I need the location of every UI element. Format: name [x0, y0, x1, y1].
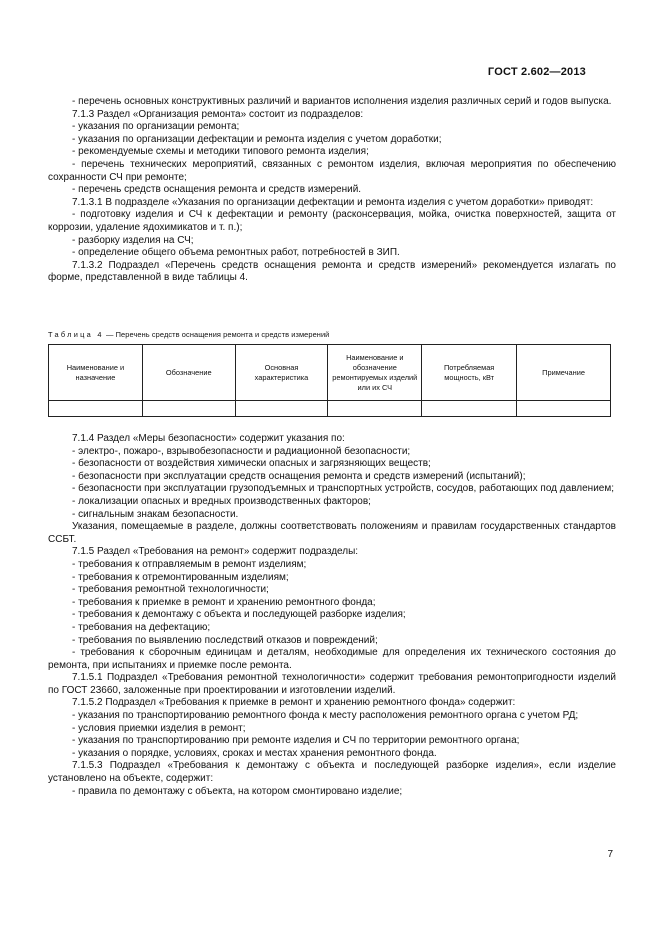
- table-header-cell: Потребляемая мощность, кВт: [422, 345, 517, 401]
- paragraph: - требования ремонтной технологичности;: [72, 584, 269, 596]
- paragraph: 7.1.5.3 Подраздел «Требования к демонтажу с объекта и последующей разборке изделия», если изделие установлено на объекте, содержит:: [48, 760, 616, 785]
- paragraph: 7.1.3.2 Подраздел «Перечень средств оснащения ремонта и средств измерений» рекомендуется излагать по форме, представленной в виде таблицы 4.: [48, 259, 616, 284]
- paragraph: - сигнальным знакам безопасности.: [72, 508, 239, 520]
- paragraph: - указания о порядке, условиях, сроках и местах хранения ремонтного фонда.: [72, 747, 437, 759]
- table-header-cell: Наименование и обозначение ремонтируемых изделий или их СЧ: [328, 345, 422, 401]
- paragraph: - разборку изделия на СЧ;: [72, 234, 194, 246]
- paragraph: - условия приемки изделия в ремонт;: [72, 722, 246, 734]
- table-cell: [422, 401, 517, 417]
- paragraph: - безопасности от воздействия химически опасных и загрязняющих веществ;: [72, 458, 431, 470]
- text-block-top: [48, 96, 616, 285]
- paragraph: - требования к демонтажу с объекта и последующей разборке изделия;: [72, 609, 406, 621]
- paragraph: - требования на дефектацию;: [72, 621, 211, 633]
- paragraph: - указания по транспортированию ремонтного фонда к месту расположения ремонтного органа с учетом РД;: [72, 710, 579, 722]
- table-header-cell: Основная характеристика: [235, 345, 328, 401]
- paragraph: - правила по демонтажу с объекта, на котором смонтировано изделие;: [72, 785, 403, 797]
- paragraph: - электро-, пожаро-, взрывобезопасности и радиационной безопасности;: [72, 445, 411, 457]
- table-4: [48, 344, 611, 417]
- paragraph: 7.1.4 Раздел «Меры безопасности» содержит указания по:: [72, 433, 345, 444]
- paragraph: - перечень технических мероприятий, связанных с ремонтом изделия, включая мероприятия по обеспечению сохранности СЧ при ремонте;: [48, 158, 616, 183]
- paragraph: - перечень средств оснащения ремонта и средств измерений.: [72, 184, 362, 196]
- table-caption-text: — Перечень средств оснащения ремонта и средств измерений: [103, 330, 330, 339]
- table-header-cell: Наименование и назначение: [49, 345, 143, 401]
- paragraph: - требования к приемке в ремонт и хранению ремонтного фонда;: [72, 596, 376, 608]
- table-caption-label: Таблица 4: [48, 330, 104, 339]
- paragraph: 7.1.5 Раздел «Требования на ремонт» содержит подразделы:: [72, 546, 359, 558]
- paragraph: - безопасности при эксплуатации средств оснащения ремонта и средств измерений (испытаний);: [72, 470, 526, 482]
- table-header-cell: Обозначение: [142, 345, 235, 401]
- table-cell: [328, 401, 422, 417]
- paragraph: 7.1.5.1 Подраздел «Требования ремонтной технологичности» содержит требования ремонтопригодности изделий по ГОСТ 23660, заложенные при проектировании и изготовлении изделий.: [48, 672, 616, 696]
- table-header-cell: Примечание: [517, 345, 611, 401]
- table-cell: [235, 401, 328, 417]
- paragraph: - перечень основных конструктивных различий и вариантов исполнения изделия различных серий и годов выпуска.: [72, 96, 612, 107]
- table-caption: [48, 330, 616, 339]
- table-cell: [142, 401, 235, 417]
- paragraph: - требования к отремонтированным изделиям;: [72, 571, 289, 583]
- paragraph: 7.1.3.1 В подразделе «Указания по организации дефектации и ремонта изделия с учетом доработки» приводят:: [72, 196, 594, 208]
- paragraph: - подготовку изделия и СЧ к дефектации и ремонту (расконсервация, мойка, очистка поверхностей, защита от коррозии, удаление ядохимикатов и т. п.);: [48, 209, 616, 233]
- paragraph: - локализации опасных и вредных производственных факторов;: [72, 495, 371, 507]
- paragraph: - указания по организации дефектации и ремонта изделия с учетом доработки;: [72, 133, 442, 145]
- table-row: [49, 401, 611, 417]
- paragraph: Указания, помещаемые в разделе, должны соответствовать положениям и правилам государственных стандартов ССБТ.: [48, 521, 616, 545]
- paragraph: - требования по выявлению последствий отказов и повреждений;: [72, 634, 378, 646]
- paragraph: - требования к отправляемым в ремонт изделиям;: [72, 558, 307, 570]
- table-header-row: [49, 345, 611, 401]
- table-cell: [517, 401, 611, 417]
- paragraph: - указания по транспортированию при ремонте изделия и СЧ по территории ремонтного органа;: [72, 735, 520, 747]
- paragraph: 7.1.5.2 Подраздел «Требования к приемке в ремонт и хранению ремонтного фонда» содержит:: [72, 697, 516, 709]
- page-number: 7: [607, 849, 613, 860]
- paragraph: - указания по организации ремонта;: [72, 121, 240, 133]
- paragraph: 7.1.3 Раздел «Организация ремонта» состоит из подразделов:: [72, 108, 364, 120]
- text-block-bottom: [48, 433, 616, 798]
- paragraph: - безопасности при эксплуатации грузоподъемных и транспортных устройств, сосудов, работающих под давлением;: [72, 483, 614, 495]
- paragraph: - требования к сборочным единицам и деталям, необходимые для определения их технического состояния до ремонта, при испытаниях и приемке после ремонта.: [48, 647, 616, 671]
- document-code: ГОСТ 2.602—2013: [487, 66, 586, 78]
- table-cell: [49, 401, 143, 417]
- paragraph: - определение общего объема ремонтных работ, потребностей в ЗИП.: [72, 247, 400, 259]
- paragraph: - рекомендуемые схемы и методики типового ремонта изделия;: [72, 146, 369, 158]
